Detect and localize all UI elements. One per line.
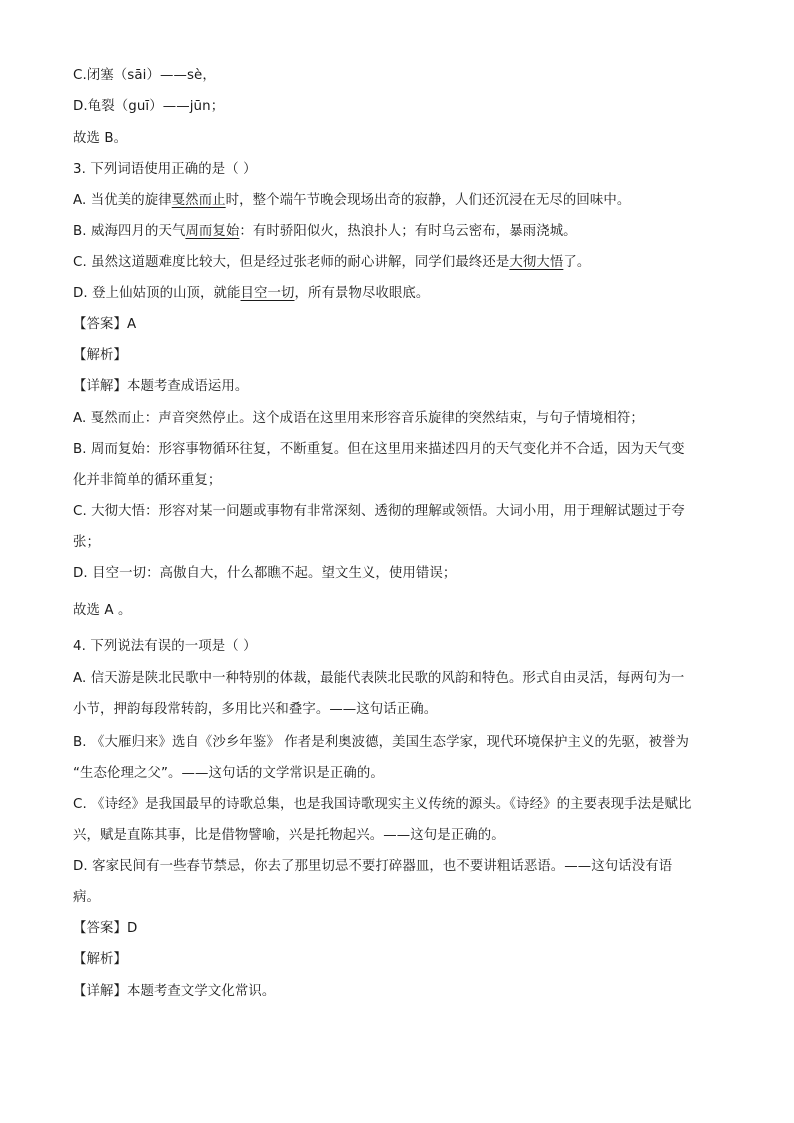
explanation-3-a: A. 戛然而止：声音突然停止。这个成语在这里用来形容音乐旋律的突然结束，与句子情境相符； [73, 411, 644, 426]
question-4-stem: 4. 下列说法有误的一项是（ ） [73, 639, 257, 654]
select-3: 故选 A 。 [73, 603, 132, 618]
explanation-3-b: B. 周而复始：形容事物循环往复，不断重复。但在这里用来描述四月的天气变化并不合适，因为天气变 [73, 442, 685, 457]
explanation-3-b-cont: 化并非简单的循环重复； [73, 473, 222, 488]
underlined-idiom: 戛然而止 [171, 193, 226, 208]
question-4-option-c: C. 《诗经》是我国最早的诗歌总集，也是我国诗歌现实主义传统的源头。《诗经》的主要表现手法是赋比 [73, 797, 692, 812]
analysis-4-heading: 【解析】 [73, 952, 127, 967]
question-3-option-d: D. 登上仙姑顶的山顶，就能目空一切，所有景物尽收眼底。 [73, 286, 430, 301]
option-d-line: D.龟裂（guī）——jūn； [73, 99, 225, 114]
question-4-option-b-cont: “生态伦理之父”。——这句话的文学常识是正确的。 [73, 766, 384, 781]
question-3-option-c: C. 虽然这道题难度比较大，但是经过张老师的耐心讲解，同学们最终还是大彻大悟了。 [73, 255, 591, 270]
question-4-option-a-cont: 小节，押韵每段常转韵，多用比兴和叠字。——这句话正确。 [73, 702, 438, 717]
question-4-option-d: D. 客家民间有一些春节禁忌，你去了那里切忌不要打碎器皿，也不要讲粗话恶语。——这句话没有语 [73, 859, 673, 874]
question-3-stem: 3. 下列词语使用正确的是（ ） [73, 162, 257, 177]
question-4-option-d-cont: 病。 [73, 890, 100, 905]
analysis-3-heading: 【解析】 [73, 348, 127, 363]
question-4-option-c-cont: 兴，赋是直陈其事，比是借物譬喻，兴是托物起兴。——这句是正确的。 [73, 828, 505, 843]
underlined-idiom: 目空一切 [240, 286, 295, 301]
answer-3: 【答案】A [73, 317, 137, 332]
question-3-option-a: A. 当优美的旋律戛然而止时，整个端午节晚会现场出奇的寂静，人们还沉浸在无尽的回味中。 [73, 193, 631, 208]
question-3-option-b: B. 威海四月的天气周而复始：有时骄阳似火，热浪扑人；有时乌云密布，暴雨浇城。 [73, 224, 577, 239]
answer-select-line: 故选 B。 [73, 131, 128, 146]
option-c-line: C.闭塞（sāi）——sè， [73, 68, 216, 83]
underlined-idiom: 大彻大悟 [509, 255, 564, 270]
detail-4: 【详解】本题考查文学文化常识。 [73, 984, 276, 999]
detail-3: 【详解】本题考查成语运用。 [73, 379, 249, 394]
question-4-option-b: B. 《大雁归来》选自《沙乡年鉴》 作者是利奥波德，美国生态学家，现代环境保护主义的先驱，被誉为 [73, 735, 689, 750]
underlined-idiom: 周而复始 [185, 224, 240, 239]
answer-4: 【答案】D [73, 921, 138, 936]
question-4-option-a: A. 信天游是陕北民歌中一种特别的体裁，最能代表陕北民歌的风韵和特色。形式自由灵活，每两句为一 [73, 671, 685, 686]
explanation-3-c-cont: 张； [73, 535, 100, 550]
explanation-3-c: C. 大彻大悟：形容对某一问题或事物有非常深刻、透彻的理解或领悟。大词小用，用于理解试题过于夸 [73, 504, 685, 519]
explanation-3-d: D. 目空一切：高傲自大，什么都瞧不起。望文生义，使用错误； [73, 566, 457, 581]
